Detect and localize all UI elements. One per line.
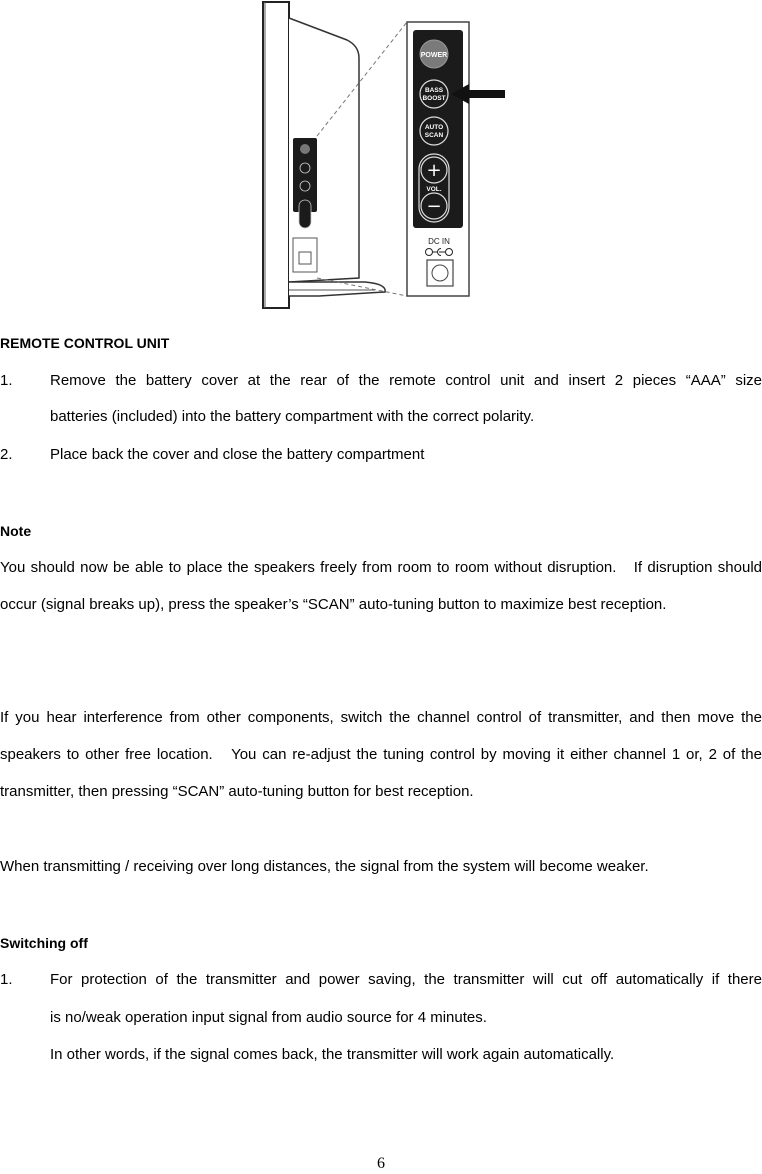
note-paragraph-1: You should now be able to place the speakers freely from room to room without disruption. If disruption should occur (signal breaks up), press the speaker’s “SCAN” auto-tuning button to maximize best reception. [0,559,762,613]
auto-scan-label-bottom: SCAN [424,132,444,139]
note-paragraph-3: When transmitting / receiving over long distances, the signal from the system will become weaker. [0,858,649,875]
step-text-line-2: batteries (included) into the battery compartment with the correct polarity. [50,408,535,425]
step-number: 1. [0,971,13,988]
remote-control-heading: REMOTE CONTROL UNIT [0,335,170,351]
volume-plus-icon: + [426,160,442,181]
page-number: 6 [377,1155,385,1172]
step-text-line-1: For protection of the transmitter and power saving, the transmitter will cut off automatically if there [50,971,762,988]
step-text-line-2: is no/weak operation input signal from audio source for 4 minutes. [50,1009,487,1026]
note-paragraph-2: If you hear interference from other components, switch the channel control of transmitter, and then move the speakers to other free location. You can re-adjust the tuning control by moving it either channel 1 or, 2 of the transmitter, then pressing “SCAN” auto-tuning button for best reception. [0,709,762,800]
speaker-diagram [255,0,510,318]
bass-boost-label-top: BASS [424,87,444,94]
step-text-line-1: Place back the cover and close the battery compartment [50,446,425,463]
step-number: 1. [0,372,13,389]
step-text-line-3: In other words, if the signal comes back, the transmitter will work again automatically. [50,1046,615,1063]
step-number: 2. [0,446,13,463]
auto-scan-label-top: AUTO [424,124,444,131]
dc-in-label: DC IN [428,237,450,246]
bass-boost-label-bottom: BOOST [422,95,446,102]
switching-off-heading: Switching off [0,935,88,951]
vol-label: VOL. [426,186,442,193]
volume-minus-icon: − [426,196,442,217]
speaker-panel-figure [255,0,510,318]
power-button-label: POWER [420,52,448,59]
step-text-line-1: Remove the battery cover at the rear of the remote control unit and insert 2 pieces “AAA” size [50,372,762,389]
note-heading: Note [0,523,32,539]
